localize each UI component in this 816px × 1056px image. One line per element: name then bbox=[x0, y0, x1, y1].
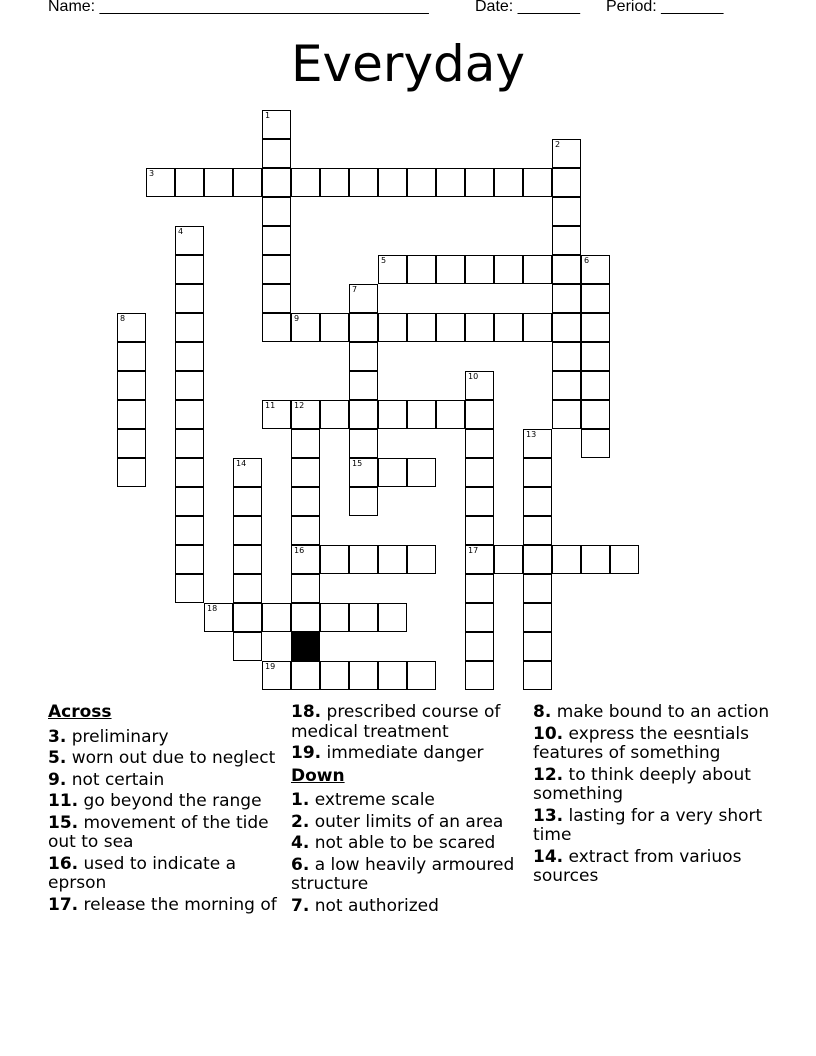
clue-number: 19 bbox=[265, 662, 276, 671]
grid-cell[interactable] bbox=[465, 400, 494, 429]
clues-column-1 bbox=[48, 703, 278, 917]
grid-cell[interactable] bbox=[523, 458, 552, 487]
grid-cell[interactable] bbox=[233, 603, 262, 632]
grid-cell[interactable] bbox=[552, 197, 581, 226]
clue-text: make bound to an action bbox=[551, 702, 770, 722]
name-field[interactable]: Name: _____________________________________ bbox=[48, 0, 429, 15]
grid-cell[interactable] bbox=[233, 487, 262, 516]
grid-cell[interactable] bbox=[465, 661, 494, 690]
grid-cell[interactable] bbox=[349, 313, 378, 342]
clue-text: express the eesntials features of something bbox=[533, 723, 749, 763]
clue-number: 2 bbox=[555, 140, 561, 149]
clue-item bbox=[291, 813, 521, 833]
clue-text: lasting for a very short time bbox=[533, 805, 763, 845]
puzzle-title: Everyday bbox=[290, 35, 526, 93]
grid-cell[interactable] bbox=[175, 168, 204, 197]
clue-number-label: 10. bbox=[533, 723, 564, 744]
grid-cell[interactable] bbox=[523, 545, 552, 574]
clue-number-label: 15. bbox=[48, 812, 79, 833]
grid-cell[interactable] bbox=[262, 110, 291, 139]
grid-cell[interactable] bbox=[465, 313, 494, 342]
clue-item bbox=[291, 897, 521, 917]
grid-cell[interactable] bbox=[465, 574, 494, 603]
grid-cell[interactable] bbox=[320, 400, 349, 429]
grid-cell[interactable] bbox=[175, 574, 204, 603]
grid-cell[interactable] bbox=[262, 603, 291, 632]
clue-item bbox=[48, 771, 278, 791]
grid-cell[interactable] bbox=[233, 516, 262, 545]
grid-cell[interactable] bbox=[552, 313, 581, 342]
clue-number: 18 bbox=[207, 604, 218, 613]
clue-item bbox=[291, 703, 521, 742]
grid-cell[interactable] bbox=[349, 284, 378, 313]
grid-cell[interactable] bbox=[175, 313, 204, 342]
clue-text: movement of the tide out to sea bbox=[48, 812, 269, 852]
grid-cell[interactable] bbox=[291, 516, 320, 545]
clue-text: not able to be scared bbox=[309, 833, 496, 853]
grid-cell[interactable] bbox=[378, 400, 407, 429]
grid-cell[interactable] bbox=[175, 226, 204, 255]
grid-cell[interactable] bbox=[436, 313, 465, 342]
grid-cell[interactable] bbox=[378, 458, 407, 487]
grid-cell[interactable] bbox=[523, 255, 552, 284]
clue-number-label: 5. bbox=[48, 748, 67, 768]
grid-cell[interactable] bbox=[117, 342, 146, 371]
grid-cell[interactable] bbox=[117, 313, 146, 342]
grid-cell[interactable] bbox=[175, 429, 204, 458]
grid-cell[interactable] bbox=[436, 168, 465, 197]
grid-cell[interactable] bbox=[349, 342, 378, 371]
clue-text: extract from variuos sources bbox=[533, 846, 742, 886]
grid-cell[interactable] bbox=[349, 371, 378, 400]
grid-cell[interactable] bbox=[378, 255, 407, 284]
grid-cell[interactable] bbox=[262, 313, 291, 342]
grid-cell[interactable] bbox=[349, 487, 378, 516]
clue-number: 4 bbox=[178, 227, 184, 236]
grid-cell[interactable] bbox=[552, 168, 581, 197]
clue-item bbox=[291, 791, 521, 811]
clue-text: not authorized bbox=[309, 895, 439, 916]
grid-cell[interactable] bbox=[291, 313, 320, 342]
grid-cell[interactable] bbox=[146, 168, 175, 197]
clue-number: 8 bbox=[120, 314, 126, 323]
grid-cell[interactable] bbox=[523, 487, 552, 516]
grid-cell[interactable] bbox=[523, 632, 552, 661]
grid-cell[interactable] bbox=[465, 545, 494, 574]
grid-cell[interactable] bbox=[465, 429, 494, 458]
grid-cell[interactable] bbox=[291, 661, 320, 690]
clue-text: immediate danger bbox=[321, 743, 484, 763]
grid-cell[interactable] bbox=[581, 284, 610, 313]
grid-cell[interactable] bbox=[117, 429, 146, 458]
grid-cell[interactable] bbox=[494, 313, 523, 342]
grid-cell[interactable] bbox=[291, 458, 320, 487]
clue-number: 1 bbox=[265, 111, 271, 120]
grid-cell[interactable] bbox=[407, 400, 436, 429]
clue-text: prescribed course of medical treatment bbox=[291, 702, 501, 742]
grid-cell[interactable] bbox=[233, 632, 262, 661]
clue-text: a low heavily armoured structure bbox=[291, 854, 515, 894]
grid-cell[interactable] bbox=[378, 661, 407, 690]
clue-number: 17 bbox=[468, 546, 479, 555]
grid-cell[interactable] bbox=[581, 313, 610, 342]
grid-cell[interactable] bbox=[349, 168, 378, 197]
grid-cell[interactable] bbox=[465, 516, 494, 545]
grid-cell[interactable] bbox=[349, 661, 378, 690]
clue-number-label: 17. bbox=[48, 894, 79, 915]
clue-item bbox=[48, 855, 278, 894]
clue-item bbox=[533, 766, 773, 805]
grid-cell[interactable] bbox=[610, 545, 639, 574]
clue-item bbox=[533, 703, 773, 723]
grid-cell[interactable] bbox=[436, 400, 465, 429]
clue-number: 13 bbox=[526, 430, 537, 439]
grid-cell[interactable] bbox=[581, 342, 610, 371]
grid-cell[interactable] bbox=[407, 313, 436, 342]
grid-cell[interactable] bbox=[233, 168, 262, 197]
grid-cell[interactable] bbox=[523, 603, 552, 632]
grid-cell[interactable] bbox=[320, 603, 349, 632]
grid-cell[interactable] bbox=[378, 168, 407, 197]
clue-number: 9 bbox=[294, 314, 300, 323]
clue-number-label: 3. bbox=[48, 726, 67, 747]
clue-number: 15 bbox=[352, 459, 363, 468]
period-field[interactable]: Period: _______ bbox=[606, 0, 724, 15]
across-clue-list-continued bbox=[291, 703, 521, 764]
grid-cell[interactable] bbox=[175, 458, 204, 487]
grid-cell[interactable] bbox=[378, 603, 407, 632]
black-cell bbox=[291, 632, 320, 661]
clue-number: 3 bbox=[149, 169, 155, 178]
grid-cell[interactable] bbox=[581, 545, 610, 574]
grid-cell[interactable] bbox=[175, 342, 204, 371]
grid-cell[interactable] bbox=[349, 400, 378, 429]
grid-cell[interactable] bbox=[552, 342, 581, 371]
clue-text: worn out due to neglect bbox=[66, 748, 276, 768]
grid-cell[interactable] bbox=[204, 603, 233, 632]
clue-number-label: 13. bbox=[533, 805, 564, 826]
grid-cell[interactable] bbox=[523, 516, 552, 545]
grid-cell[interactable] bbox=[552, 400, 581, 429]
clue-number-label: 12. bbox=[533, 764, 564, 785]
clue-number: 10 bbox=[468, 372, 479, 381]
clue-number-label: 16. bbox=[48, 853, 79, 874]
grid-cell[interactable] bbox=[407, 255, 436, 284]
clue-number-label: 7. bbox=[291, 895, 310, 916]
grid-cell[interactable] bbox=[175, 545, 204, 574]
clue-item bbox=[48, 792, 278, 812]
clue-item bbox=[291, 856, 521, 895]
grid-cell[interactable] bbox=[407, 168, 436, 197]
clue-item bbox=[48, 728, 278, 748]
clue-text: preliminary bbox=[66, 726, 169, 747]
grid-cell[interactable] bbox=[581, 400, 610, 429]
grid-cell[interactable] bbox=[465, 487, 494, 516]
grid-cell[interactable] bbox=[523, 661, 552, 690]
clue-number: 6 bbox=[584, 256, 590, 265]
grid-cell[interactable] bbox=[262, 400, 291, 429]
grid-cell[interactable] bbox=[349, 458, 378, 487]
grid-cell[interactable] bbox=[378, 313, 407, 342]
clue-text: not certain bbox=[66, 769, 165, 790]
grid-cell[interactable] bbox=[523, 574, 552, 603]
grid-cell[interactable] bbox=[262, 284, 291, 313]
clue-number-label: 14. bbox=[533, 846, 564, 867]
clue-item bbox=[48, 896, 278, 916]
grid-cell[interactable] bbox=[175, 255, 204, 284]
grid-cell[interactable] bbox=[523, 168, 552, 197]
clue-number-label: 4. bbox=[291, 833, 310, 853]
grid-cell[interactable] bbox=[262, 197, 291, 226]
clue-item bbox=[291, 744, 521, 764]
date-field[interactable]: Date: _______ bbox=[475, 0, 580, 15]
grid-cell[interactable] bbox=[175, 516, 204, 545]
clue-text: go beyond the range bbox=[78, 791, 262, 811]
grid-cell[interactable] bbox=[581, 429, 610, 458]
grid-cell[interactable] bbox=[407, 545, 436, 574]
down-heading: Down bbox=[291, 765, 345, 786]
grid-cell[interactable] bbox=[262, 226, 291, 255]
clue-number: 11 bbox=[265, 401, 276, 410]
grid-cell[interactable] bbox=[552, 371, 581, 400]
grid-cell[interactable] bbox=[117, 400, 146, 429]
clue-item bbox=[533, 807, 773, 846]
grid-cell[interactable] bbox=[465, 371, 494, 400]
grid-cell[interactable] bbox=[204, 168, 233, 197]
grid-cell[interactable] bbox=[291, 168, 320, 197]
clue-number: 12 bbox=[294, 401, 305, 410]
clue-item bbox=[533, 848, 773, 887]
grid-cell[interactable] bbox=[407, 661, 436, 690]
grid-cell[interactable] bbox=[320, 545, 349, 574]
clue-text: to think deeply about something bbox=[533, 764, 751, 804]
grid-cell[interactable] bbox=[581, 371, 610, 400]
clue-number-label: 19. bbox=[291, 743, 322, 763]
grid-cell[interactable] bbox=[552, 139, 581, 168]
grid-cell[interactable] bbox=[552, 226, 581, 255]
clue-item bbox=[48, 814, 278, 853]
clue-item bbox=[48, 749, 278, 769]
grid-cell[interactable] bbox=[465, 255, 494, 284]
clue-number-label: 18. bbox=[291, 702, 322, 722]
grid-cell[interactable] bbox=[291, 574, 320, 603]
grid-cell[interactable] bbox=[320, 313, 349, 342]
clue-number-label: 8. bbox=[533, 702, 552, 722]
clue-number-label: 1. bbox=[291, 790, 310, 810]
grid-cell[interactable] bbox=[233, 545, 262, 574]
grid-cell[interactable] bbox=[552, 284, 581, 313]
grid-cell[interactable] bbox=[117, 458, 146, 487]
grid-cell[interactable] bbox=[552, 545, 581, 574]
grid-cell[interactable] bbox=[349, 429, 378, 458]
clue-text: outer limits of an area bbox=[309, 811, 504, 832]
grid-cell[interactable] bbox=[378, 545, 407, 574]
grid-cell[interactable] bbox=[581, 255, 610, 284]
clue-text: release the morning of bbox=[78, 894, 277, 915]
clue-number-label: 11. bbox=[48, 791, 79, 811]
grid-cell[interactable] bbox=[262, 661, 291, 690]
grid-cell[interactable] bbox=[320, 168, 349, 197]
grid-cell[interactable] bbox=[175, 371, 204, 400]
clue-text: used to indicate a eprson bbox=[48, 853, 237, 893]
across-heading: Across bbox=[48, 702, 112, 722]
across-clue-list bbox=[48, 728, 278, 916]
grid-cell[interactable] bbox=[465, 632, 494, 661]
grid-cell[interactable] bbox=[465, 458, 494, 487]
grid-cell[interactable] bbox=[465, 168, 494, 197]
grid-cell[interactable] bbox=[291, 429, 320, 458]
grid-cell[interactable] bbox=[465, 603, 494, 632]
grid-cell[interactable] bbox=[494, 255, 523, 284]
clue-item bbox=[533, 725, 773, 764]
grid-cell[interactable] bbox=[523, 429, 552, 458]
grid-cell[interactable] bbox=[117, 371, 146, 400]
grid-cell[interactable] bbox=[262, 139, 291, 168]
clues-column-2 bbox=[291, 703, 521, 918]
clue-number-label: 2. bbox=[291, 811, 310, 832]
down-clue-list bbox=[291, 791, 521, 916]
grid-cell[interactable] bbox=[262, 255, 291, 284]
grid-cell[interactable] bbox=[407, 458, 436, 487]
grid-cell[interactable] bbox=[320, 661, 349, 690]
clues-column-3 bbox=[533, 703, 773, 889]
grid-cell[interactable] bbox=[494, 545, 523, 574]
grid-cell[interactable] bbox=[523, 313, 552, 342]
clue-number: 14 bbox=[236, 459, 247, 468]
clue-number: 7 bbox=[352, 285, 358, 294]
down-clue-list-continued bbox=[533, 703, 773, 887]
clue-number-label: 6. bbox=[291, 854, 310, 875]
grid-cell[interactable] bbox=[436, 255, 465, 284]
grid-cell[interactable] bbox=[175, 284, 204, 313]
grid-cell[interactable] bbox=[349, 545, 378, 574]
grid-cell[interactable] bbox=[175, 400, 204, 429]
grid-cell[interactable] bbox=[494, 168, 523, 197]
grid-cell[interactable] bbox=[552, 255, 581, 284]
grid-cell[interactable] bbox=[349, 603, 378, 632]
grid-cell[interactable] bbox=[291, 603, 320, 632]
grid-cell[interactable] bbox=[291, 400, 320, 429]
clue-number: 5 bbox=[381, 256, 387, 265]
clue-text: extreme scale bbox=[309, 790, 435, 810]
clue-item bbox=[291, 834, 521, 854]
grid-cell[interactable] bbox=[175, 487, 204, 516]
grid-cell[interactable] bbox=[233, 458, 262, 487]
clue-number: 16 bbox=[294, 546, 305, 555]
grid-cell[interactable] bbox=[291, 487, 320, 516]
grid-cell[interactable] bbox=[262, 168, 291, 197]
grid-cell[interactable] bbox=[291, 545, 320, 574]
grid-cell[interactable] bbox=[233, 574, 262, 603]
clue-number-label: 9. bbox=[48, 769, 67, 790]
